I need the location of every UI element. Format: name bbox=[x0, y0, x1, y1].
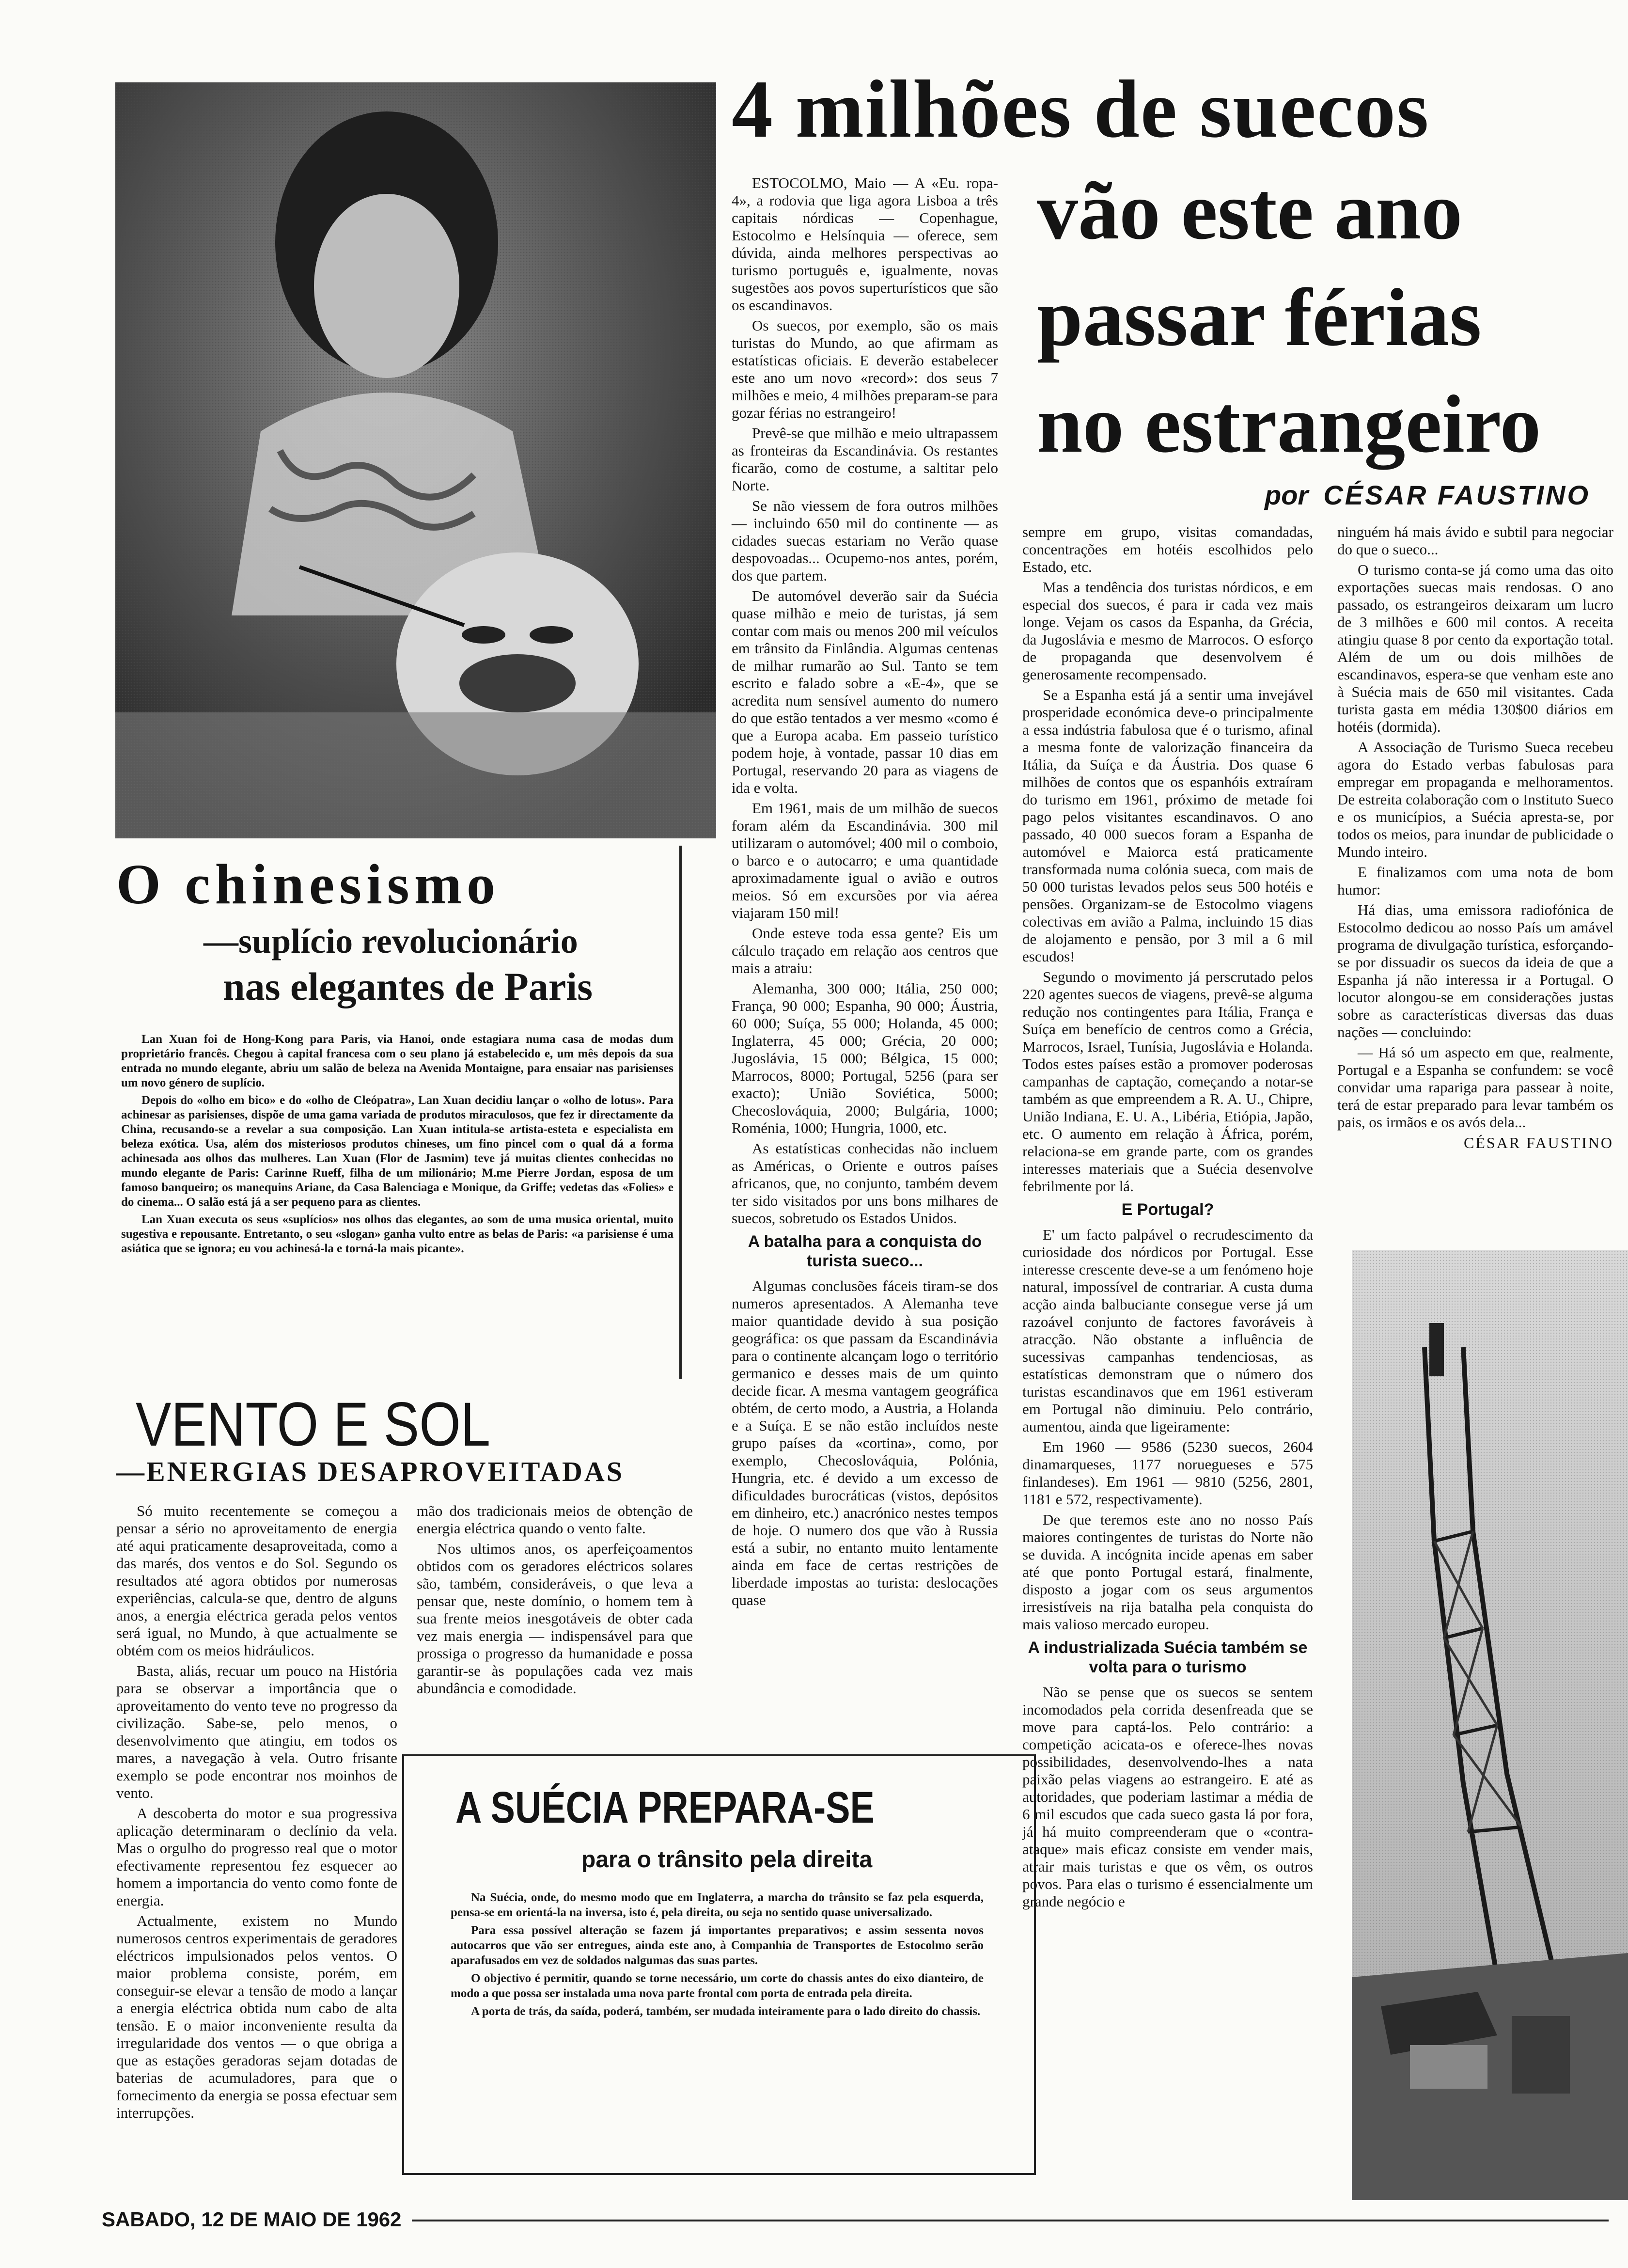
headline-line-1: 4 milhões de suecos bbox=[732, 63, 1430, 155]
chinesismo-right-border bbox=[679, 846, 682, 1379]
vento-subtitle-dash: — bbox=[116, 1456, 146, 1487]
chinesismo-paragraph: Lan Xuan foi de Hong-Kong para Paris, via Hanoi, onde estagiara numa casa de modas dum proprietário francês. Chegou à capital francesa com o seu plano já estabelecido e, um mês depois da sua entrada no mundo elegante, abriu um salão de beleza na Avenida Montaigne, para ensaiar nas parisienses um novo género de suplício. bbox=[121, 1033, 673, 1089]
main-paragraph: Segundo o movimento já perscrutado pelos 220 agentes suecos de viagens, prevê-se alguma redução nos contingentes para Itália, França e Suíça em benefício de centros como a Grécia, Marrocos, Israel, Tunísia, Jugoslávia e Holanda. Todos estes países estão a promover poderosas campanhas de captação, começando a notar-se também as que empreendem a R. A. U., Chipre, União Indiana, E. U. A., Libéria, Etiópia, Japão, etc. O aumento em relação à África, porém, relaciona-se em grande parte, com os grandes interesses materiais que a Suécia desenvolve febrilmente por lá. bbox=[1022, 968, 1313, 1195]
vento-title: VENTO E SOL bbox=[136, 1390, 491, 1459]
woman-portrait-photo bbox=[115, 82, 716, 838]
main-column-3 bbox=[1337, 523, 1613, 1151]
main-paragraph: Há dias, uma emissora radiofónica de Estocolmo dedicou ao nosso País um amável programa de divulgação turística, esforçando-se por dissuadir os suecos da ideia de que a Espanha já não interessa ir a Portugal. O locutor alongou-se em considerações justas sobre as características diversas das duas nações — concluindo: bbox=[1337, 901, 1613, 1040]
author-signature: CÉSAR FAUSTINO bbox=[1464, 1134, 1613, 1151]
chinesismo-paragraph: Lan Xuan executa os seus «suplícios» nos olhos das elegantes, ao som de uma musica oriental, muito sugestiva e repousante. Entretanto, o seu «slogan» ganha vulto entre as belas de Paris: «a parisiense é uma asiática que se ignora; eu vou achinesá-la e torná-la mais picante». bbox=[121, 1213, 673, 1255]
main-paragraph: E finalizamos com uma nota de bom humor: bbox=[1337, 864, 1613, 898]
vento-column-1 bbox=[116, 1502, 397, 2125]
headline-line-3: passar férias bbox=[1037, 272, 1482, 363]
subhead-industrializada: A industrializada Suécia também se volta para o turismo bbox=[1028, 1638, 1308, 1676]
main-paragraph: De automóvel deverão sair da Suécia quase milhão e meio de turistas, já sem contar com mais ou menos 200 mil veículos em trânsito da Finlândia. Algumas centenas de milhar rumarão ao Sul. Tanto se tem escrito e falado sobre a «E-4», que se acredita num sensível aumento do numero do que estão tentados a ver mesmo «como é que a Europa acaba. Em passeio turístico podem hoje, à vontade, passar 10 dias em Portugal, reservando 20 para as viagens de ida e volta. bbox=[732, 587, 998, 796]
byline bbox=[1265, 480, 1590, 511]
tower-structure-photo bbox=[1352, 1250, 1628, 2200]
main-paragraph: A Associação de Turismo Sueca recebeu agora do Estado verbas fabulosas para empregar em propaganda e melhoramentos. De estreita colaboração com o Instituto Sueco e os municípios, a Suécia apresta-se, por todos os meios, para inundar de publicidade o Mundo inteiro. bbox=[1337, 739, 1613, 860]
footer-rule bbox=[412, 2220, 1609, 2221]
main-column-2 bbox=[1022, 523, 1313, 1913]
chinesismo-subtitle-2: nas elegantes de Paris bbox=[223, 964, 593, 1008]
vento-paragraph: Só muito recentemente se começou a pensar a sério no aproveitamento de energia até aqui praticamente desaproveitada, como a das marés, dos ventos e do Sol. Segundo os resultados até agora obtidos por numerosas experiências, calcula-se que, dentro de alguns anos, a energia eléctrica gerada pelos ventos será igual, no Mundo, à que actualmente se obtém com os meios hidráulicos. bbox=[116, 1502, 397, 1659]
suecia-subtitle: para o trânsito pela direita bbox=[581, 1847, 873, 1873]
main-paragraph: Onde esteve toda essa gente? Eis um cálculo traçado em relação aos centros que mais a atraiu: bbox=[732, 925, 998, 976]
suecia-paragraph: Na Suécia, onde, do mesmo modo que em Inglaterra, a marcha do trânsito se faz pela esquerda, pensa-se em orientá-la na inversa, isto é, pela direita, ou seja no sentido quase universalizado. bbox=[451, 1891, 984, 1919]
vento-subtitle bbox=[116, 1456, 624, 1487]
vento-paragraph: Nos ultimos anos, os aperfeiçoamentos obtidos com os geradores eléctricos solares são, também, consideráveis, o que leva a pensar que, neste domínio, o homem tem à sua frente meios inesgotáveis de obter cada vez mais energia — indispensável para que prossiga o progresso da humanidade e possa garantir-se às populações cada vez mais abundância e comodidade. bbox=[417, 1540, 693, 1697]
main-paragraph: Alemanha, 300 000; Itália, 250 000; França, 90 000; Espanha, 90 000; Áustria, 60 000; Suíça, 55 000; Holanda, 45 000; Inglaterra, 45 000; Grécia, 20 000; Jugoslávia, 15 000; Bélgica, 15 000; Marrocos, 8000; Portugal, 5256 (para ser exacto); União Soviética, 5000; Checoslováquia, 2000; Bulgária, 1000; Roménia, 1000; Hungria, 1000, etc. bbox=[732, 980, 998, 1136]
byline-author: CÉSAR FAUSTINO bbox=[1323, 480, 1591, 510]
footer-date: SABADO, 12 DE MAIO DE 1962 bbox=[102, 2208, 402, 2231]
chinesismo-subtitle-1: —suplício revolucionário bbox=[204, 922, 578, 961]
subhead-portugal: E Portugal? bbox=[1121, 1200, 1214, 1219]
main-paragraph: Os suecos, por exemplo, são os mais turistas do Mundo, ao que afirmam as estatísticas oficiais. E deverão estabelecer este ano um novo «record»: dos seus 7 milhões e meio, 4 milhões preparam-se para gozar férias no estrangeiro! bbox=[732, 317, 998, 421]
vento-paragraph: A descoberta do motor e sua progressiva aplicação determinaram o declínio da vela. Mas o orgulho do progresso real que o motor efectivamente representou fez esquecer ao homem a importancia do vento como fonte de energia. bbox=[116, 1805, 397, 1909]
vento-subtitle-text: ENERGIAS DESAPROVEITADAS bbox=[146, 1456, 625, 1487]
main-paragraph: — Há só um aspecto em que, realmente, Portugal e a Espanha se confundem: se você convidar uma rapariga para passear à noite, terá de estar preparado para levar também os pais, os irmãos e os avós dela... bbox=[1337, 1044, 1613, 1131]
vento-paragraph: mão dos tradicionais meios de obtenção de energia eléctrica quando o vento falte. bbox=[417, 1502, 693, 1537]
suecia-paragraph: O objectivo é permitir, quando se torne necessário, um corte do chassis antes do eixo dianteiro, de modo a que possa ser instalada uma nova parte frontal com porta de entrada pela direita. bbox=[451, 1972, 984, 2000]
main-paragraph: Prevê-se que milhão e meio ultrapassem as fronteiras da Escandinávia. Os restantes ficarão, como de costume, a saltitar pelo Norte. bbox=[732, 425, 998, 494]
headline-line-2: vão este ano bbox=[1037, 165, 1463, 256]
main-paragraph: ninguém há mais ávido e subtil para negociar do que o sueco... bbox=[1337, 523, 1613, 558]
chinesismo-title: O chinesismo bbox=[116, 852, 500, 916]
main-paragraph: O turismo conta-se já como uma das oito exportações suecas mais rendosas. O ano passado, os estrangeiros deixaram um lucro de 3 milhões e 600 mil contos. A receita atingiu quase 8 por cento da exportação total. Além de um ou dois milhões de escandinavos, espera-se que venham este ano à Suécia mais de 650 mil visitantes. Cada turista gasta em média 130$00 diários em hotéis (dormida). bbox=[1337, 561, 1613, 735]
subhead-batalha: A batalha para a conquista do turista sueco... bbox=[748, 1232, 982, 1270]
main-paragraph: Se não viessem de fora outros milhões — incluindo 650 mil do continente — as cidades suecas estariam no Verão quase despovoadas... Ocupemo-nos antes, porém, dos que partem. bbox=[732, 497, 998, 584]
headline-line-4: no estrangeiro bbox=[1037, 378, 1541, 470]
main-paragraph: Se a Espanha está já a sentir uma invejável prosperidade económica deve-o principalmente a essa indústria fabulosa que é o turismo, afinal a mesma fonte de valorização financeira da Itália, da Suíça e da Áustria. Dos quase 6 milhões de contos que os espanhóis extraíram do turismo em 1961, próximo de metade foi pago pelos visitantes escandinavos. O ano passado, 40 000 suecos foram a Espanha de automóvel e Maiorca está praticamente transformada numa colónia sueca, com mais de 50 000 turistas levados pelos seus 500 hotéis e pensões. Organizam-se de Estocolmo viagens colectivas em avião a Palma, incluindo 15 dias de alojamento e pensão, por 3 mil a 6 mil escudos! bbox=[1022, 686, 1313, 965]
main-column-1 bbox=[732, 174, 998, 1612]
byline-por: por bbox=[1265, 480, 1309, 510]
chinesismo-paragraph: Depois do «olho em bico» e do «olho de Cleópatra», Lan Xuan decidiu lançar o «olho de lotus». Para achinesar as parisienses, dispõe de uma gama variada de produtos miraculosos, que fez ir directamente da China, recusando-se a revelar a sua composição. Lan Xuan intitula-se artista-esteta e especialista em beleza exótica. Usa, além dos misteriosos produtos chineses, um fino pincel com o qual dá a forma achinesada aos olhos das mulheres. Lan Xuan (Flor de Jasmim) teve já muitas clientes conhecidas no mundo elegante de Paris: Carinne Rueff, filha de um milionário; M.me Pierre Jordan, esposa de um famoso banqueiro; os manequins Ariane, da Casa Balenciaga e Monique, da Griffe; vedetas das «Folies» e do cinema... O salão está já a ser pequeno para as clientes. bbox=[121, 1094, 673, 1209]
main-paragraph: Mas a tendência dos turistas nórdicos, e em especial dos suecos, é para ir cada vez mais longe. Vejam os casos da Espanha, da Grécia, da Jugoslávia e mesmo de Marrocos. O esforço de propaganda que desenvolvem é generosamente recompensado. bbox=[1022, 579, 1313, 683]
main-paragraph: Não se pense que os suecos se sentem incomodados pela corrida desenfreada que se move para captá-los. Pelo contrário: a competição acicata-os e oferece-lhes novas possibilidades, desenvolvendo-lhes a nata paixão pelas viagens ao estrangeiro. E até as autoridades, que poderiam lastimar a média de 6 mil escudos que cada sueco gasta lá por fora, já há muito compreenderam que o «contra-ataque» mais eficaz consiste em vender mais, atrair mais turistas e que os vêm, os outros povos. Para elas o turismo é essencialmente um grande negócio e bbox=[1022, 1684, 1313, 1910]
suecia-paragraph: Para essa possível alteração se fazem já importantes preparativos; e assim sessenta novos autocarros que vão ser entregues, ainda este ano, à Companhia de Transportes de Estocolmo serão aparafusados em vez de soldados nalgumas das suas partes. bbox=[451, 1924, 984, 1967]
vento-paragraph: Basta, aliás, recuar um pouco na História para se observar a importância que o aproveitamento do vento teve no progresso da civilização. Sabe-se, pelo menos, o desenvolvimento que atingiu, em todos os mares, a navegação à vela. Outro frisante exemplo se pode encontrar nos moinhos de vento. bbox=[116, 1662, 397, 1801]
vento-paragraph: Actualmente, existem no Mundo numerosos centros experimentais de geradores eléctricos impulsionados pelos ventos. O maior problema consiste, porém, em conseguir-se elevar a tensão de modo a lançar a energia eléctrica obtida num cabo de alta tensão. E o maior inconveniente resulta da irregularidade dos ventos — o que obriga a que as estações geradoras sejam dotadas de baterias de acumuladores, para que o fornecimento da energia se possa efectuar sem interrupções. bbox=[116, 1912, 397, 2121]
main-paragraph: Em 1961, mais de um milhão de suecos foram além da Escandinávia. 300 mil utilizaram o automóvel; 400 mil o comboio, o barco e o autocarro; e uma quantidade aproximadamente igual o avião e outros meios. Só em excursões por via aérea viajaram 150 mil! bbox=[732, 800, 998, 921]
suecia-paragraph: A porta de trás, da saída, poderá, também, ser mudada inteiramente para o lado direito do chassis. bbox=[471, 2005, 981, 2018]
suecia-title: A SUÉCIA PREPARA-SE bbox=[455, 1783, 875, 1832]
main-paragraph: ESTOCOLMO, Maio — A «Eu. ropa-4», a rodovia que liga agora Lisboa a três capitais nórdicas — Copenhague, Estocolmo e Helsínquia — oferece, sem dúvida, ainda melhores perspectivas ao turismo português e, igualmente, novas sugestões aos povos superturísticos que são os escandinavos. bbox=[732, 174, 998, 314]
suecia-body bbox=[451, 1890, 984, 2022]
main-paragraph: E' um facto palpável o recrudescimento da curiosidade dos nórdicos por Portugal. Esse interesse crescente deve-se a um fenómeno hoje natural, impossível de contrariar. A custa duma acção ainda balbuciante consegue verse já um razoável conjunto de factores favoráveis à atracção. Não obstante a influência de sucessivas campanhas tendenciosas, as estatísticas demonstram que o número dos turistas escandinavos que em 1961 estiveram em Portugal não diminuiu. Pelo contrário, aumentou, ainda que ligeiramente: bbox=[1022, 1226, 1313, 1435]
main-paragraph: sempre em grupo, visitas comandadas, concentrações em hotéis escolhidos pelo Estado, etc. bbox=[1022, 523, 1313, 575]
main-paragraph: Em 1960 — 9586 (5230 suecos, 2604 dinamarqueses, 1177 noruegueses e 575 finlandeses). Em 1961 — 9810 (5256, 2801, 1181 e 572, respectivamente). bbox=[1022, 1438, 1313, 1508]
main-paragraph: As estatísticas conhecidas não incluem as Américas, o Oriente e outros países africanos, que, no conjunto, também devem ter sido visitados por uns bons milhares de suecos, sobretudo os Estados Unidos. bbox=[732, 1140, 998, 1227]
main-paragraph: Algumas conclusões fáceis tiram-se dos numeros apresentados. A Alemanha teve maior quantidade devido à sua posição geográfica: os que passam da Escandinávia para o continente alcançam logo o território germanico e desses mais de um quinto decide ficar. A mesma vantagem geográfica obtém, de certo modo, a Austria, a Holanda e a Suíça. E se não estão incluídos neste grupo países da «cortina», como, por exemplo, Checoslováquia, Polónia, Hungria, etc. é devido a um excesso de dificuldades burocráticas (vistos, depósitos em dinheiro, etc.) anacrónico nestes tempos de hoje. O numero dos que vão à Russia está a subir, no entanto muito lentamente ainda em face de certas restrições de liberdade impostas ao turista: deslocações quase bbox=[732, 1277, 998, 1608]
chinesismo-body bbox=[121, 1032, 673, 1259]
main-paragraph: De que teremos este ano no nosso País maiores contingentes de turistas do Norte não se duvida. A incógnita incide apenas em saber até que ponto Portugal estará, finalmente, disposto a jogar com os seus argumentos irresistíveis na rija batalha pela conquista do mais valioso mercado europeu. bbox=[1022, 1511, 1313, 1633]
vento-column-2 bbox=[417, 1502, 693, 1700]
